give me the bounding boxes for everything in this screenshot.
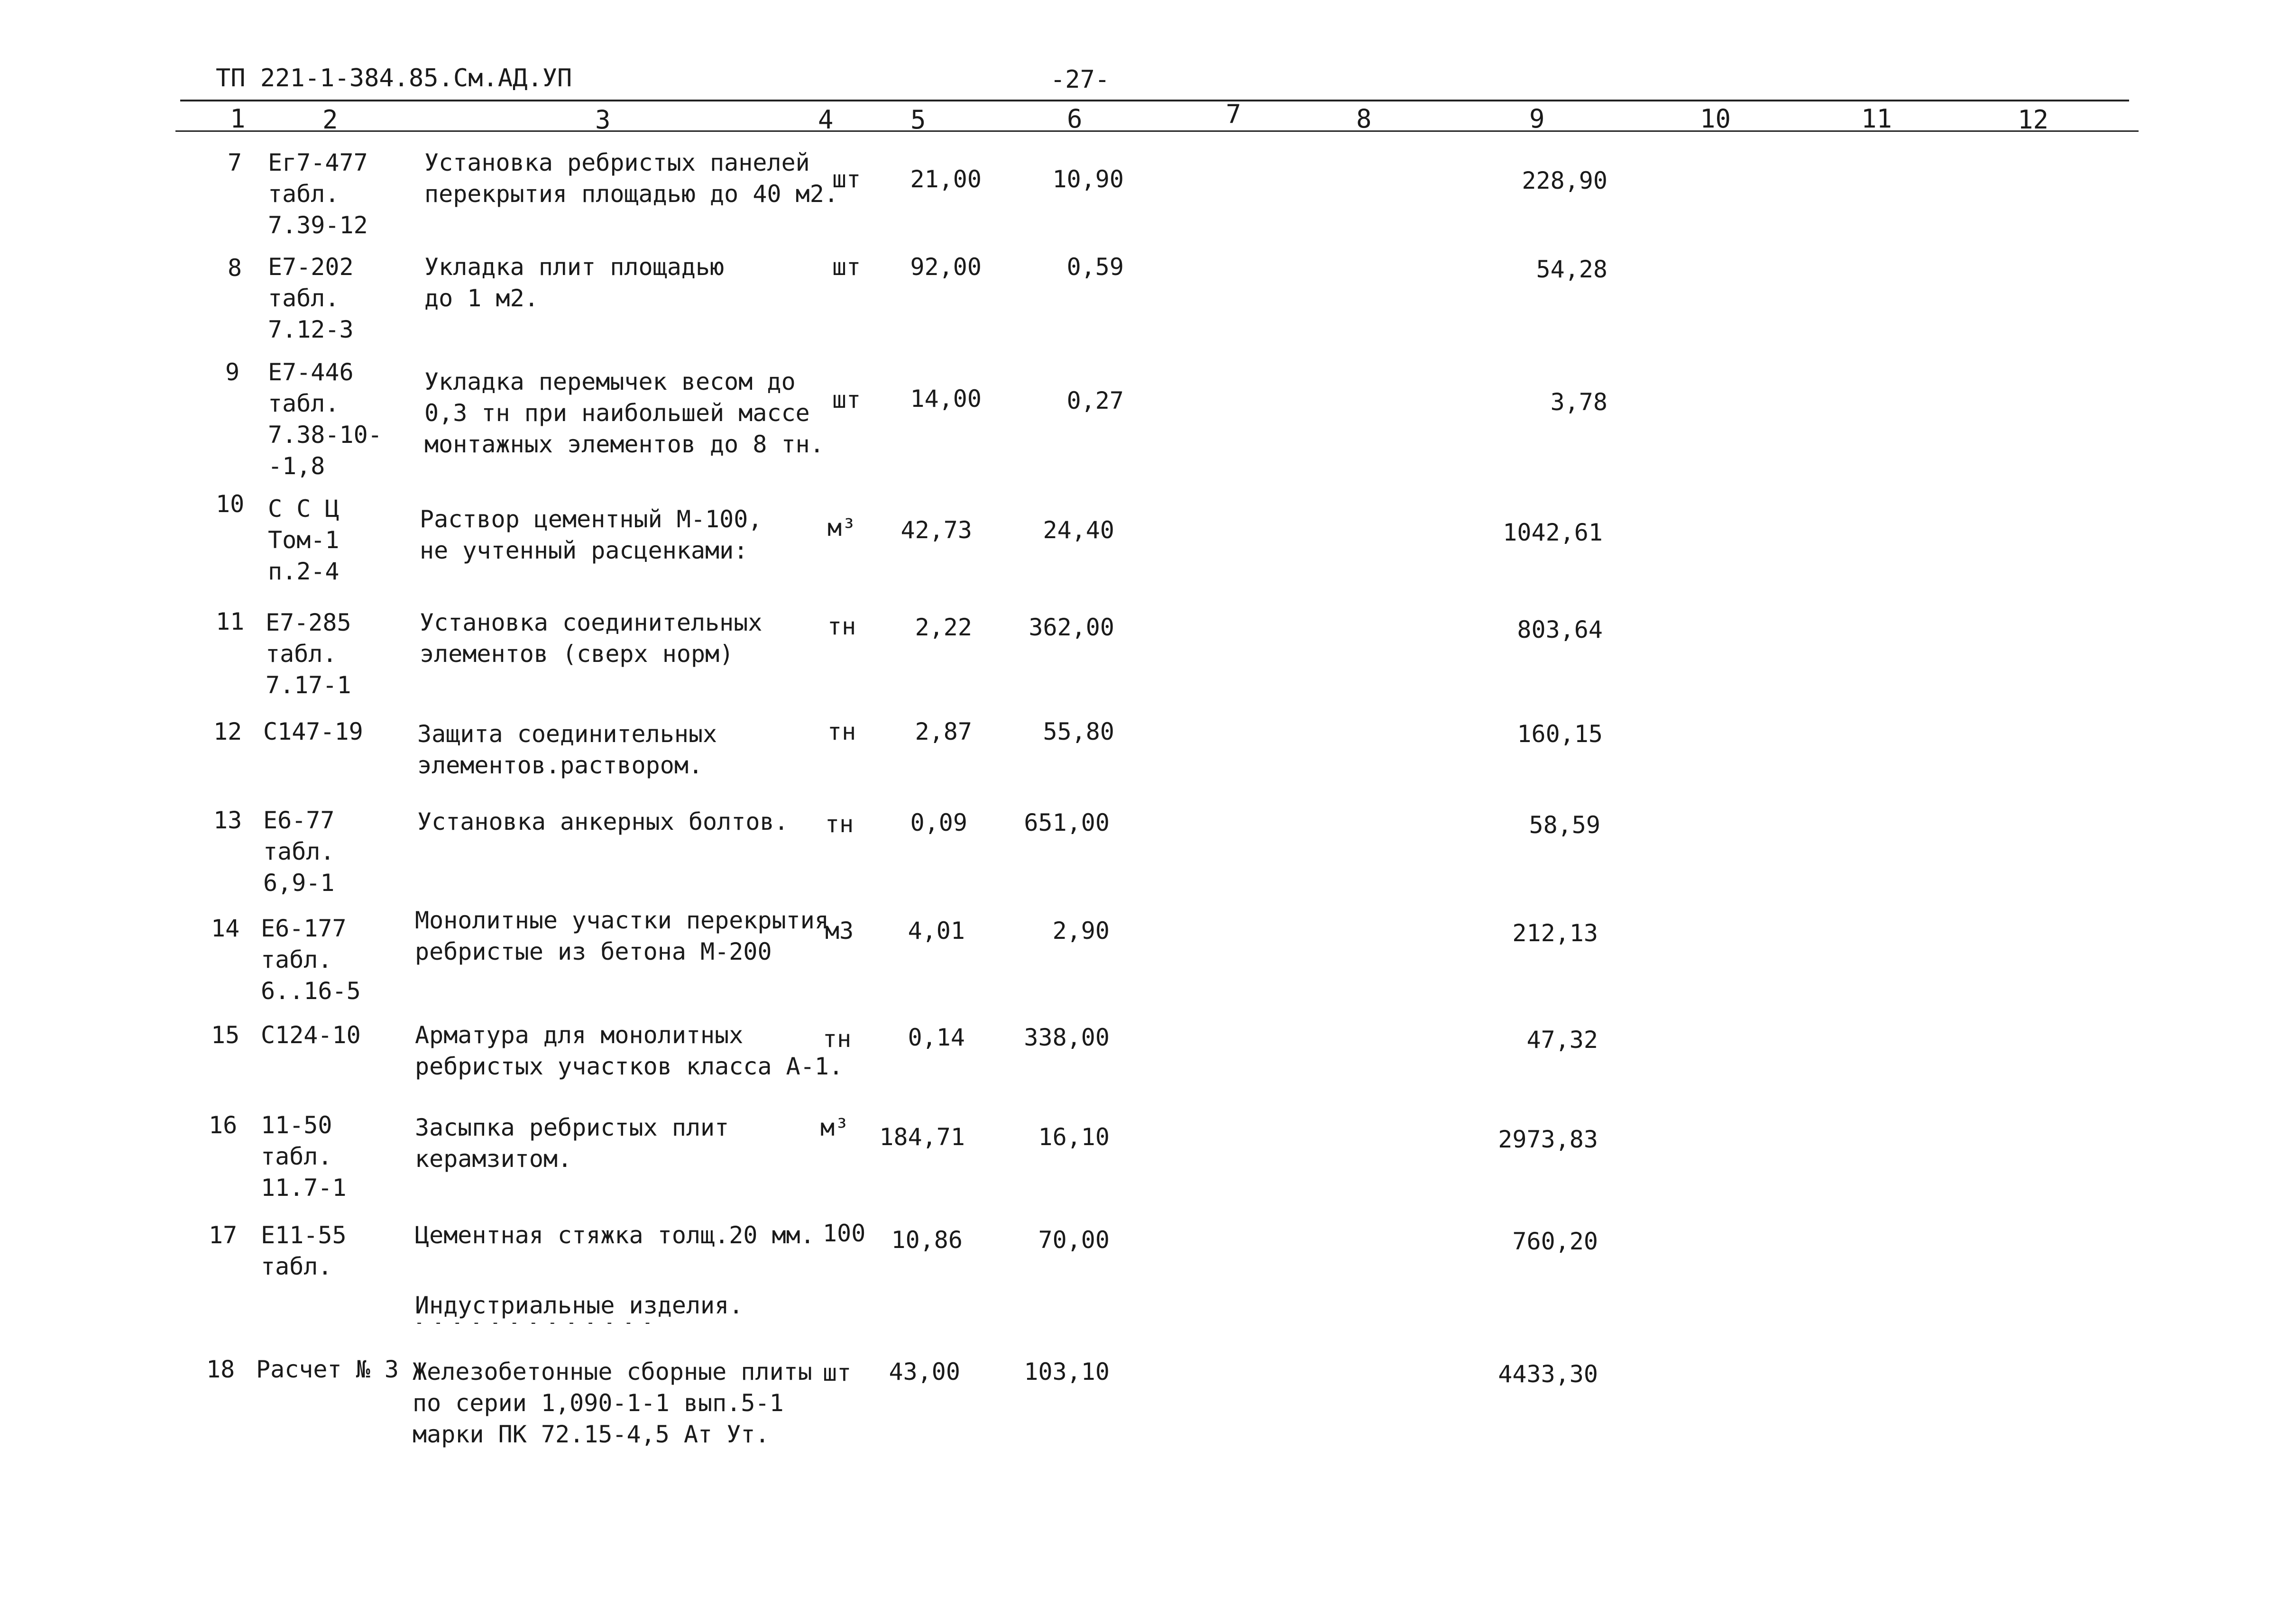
description-line: ребристые из бетона М-200	[415, 938, 772, 965]
column-number: 9	[1529, 104, 1545, 134]
code-line: С124-10	[261, 1021, 361, 1049]
row-total: 54,28	[1536, 256, 1607, 283]
row-number: 18	[206, 1356, 235, 1383]
row-quantity: 14,00	[910, 385, 982, 413]
row-code	[263, 716, 363, 747]
code-line: -1,8	[268, 452, 325, 480]
code-line: 7.38-10-	[268, 421, 382, 449]
description-line: Установка ребристых панелей	[424, 149, 810, 176]
code-line: С С Ц	[268, 495, 340, 523]
row-quantity: 92,00	[910, 253, 982, 281]
column-number: 6	[1067, 104, 1083, 134]
description-line: Раствор цементный М-100,	[420, 505, 762, 533]
code-line: Е6-77	[263, 807, 335, 834]
code-line: Том-1	[268, 526, 340, 554]
row-total: 2973,83	[1498, 1126, 1598, 1153]
code-line: табл.	[268, 390, 340, 417]
header-rule-bottom	[175, 130, 2139, 132]
description-line: Установка соединительных	[420, 609, 762, 636]
code-line: табл.	[261, 946, 332, 973]
description-line: Засыпка ребристых плит	[415, 1114, 729, 1141]
row-unit-price: 362,00	[1029, 614, 1114, 641]
description-line: элементов (сверх норм)	[420, 640, 734, 668]
row-quantity: 4,01	[908, 917, 965, 945]
row-unit: тн	[827, 613, 856, 640]
column-number: 7	[1226, 99, 1241, 129]
row-total: 4433,30	[1498, 1360, 1598, 1388]
row-total: 58,59	[1529, 811, 1600, 839]
row-code	[268, 493, 340, 587]
code-line: табл.	[268, 284, 340, 312]
row-total: 212,13	[1512, 919, 1598, 947]
code-line: Ег7-477	[268, 149, 368, 176]
column-number: 2	[322, 105, 338, 135]
row-code	[268, 357, 382, 482]
row-number: 17	[209, 1221, 238, 1249]
row-unit: тн	[827, 718, 856, 745]
row-quantity: 21,00	[910, 165, 982, 193]
row-number: 12	[213, 718, 242, 745]
column-number: 10	[1700, 104, 1731, 134]
code-line: Расчет № 3	[256, 1356, 399, 1383]
code-line: 11.7-1	[261, 1174, 347, 1202]
description-line: до 1 м2.	[424, 284, 539, 312]
code-line: Е7-446	[268, 358, 354, 386]
row-unit: шт	[823, 1359, 852, 1386]
header-rule-top	[180, 100, 2129, 101]
row-number: 14	[211, 915, 240, 942]
row-total: 228,90	[1522, 167, 1607, 194]
description-line: Укладка перемычек весом до	[424, 368, 796, 395]
row-unit-price: 338,00	[1024, 1024, 1110, 1051]
row-number: 10	[216, 490, 245, 518]
description-line: ребристых участков класса А-1.	[415, 1053, 844, 1080]
code-line: табл.	[261, 1253, 332, 1280]
row-description	[415, 1220, 815, 1251]
row-unit: м³	[820, 1114, 849, 1141]
row-quantity: 0,14	[908, 1024, 965, 1051]
code-line: табл.	[266, 640, 337, 668]
row-number: 7	[228, 149, 242, 176]
row-description	[413, 1356, 812, 1450]
row-code	[268, 251, 354, 345]
description-line: марки ПК 72.15-4,5 Ат Ут.	[413, 1421, 770, 1448]
row-number: 16	[209, 1111, 238, 1139]
description-line: монтажных элементов до 8 тн.	[424, 431, 824, 458]
row-quantity: 42,73	[900, 516, 972, 544]
row-description	[417, 806, 789, 837]
row-unit-price: 70,00	[1038, 1226, 1110, 1254]
code-line: табл.	[261, 1143, 332, 1170]
row-unit-price: 651,00	[1024, 809, 1110, 836]
row-unit: шт	[832, 253, 861, 281]
row-unit: тн	[823, 1025, 852, 1053]
row-unit: шт	[832, 386, 861, 413]
row-total: 160,15	[1517, 720, 1603, 748]
column-number: 11	[1861, 104, 1892, 134]
row-unit-price: 10,90	[1052, 165, 1124, 193]
row-number: 9	[225, 358, 240, 386]
row-code	[263, 805, 335, 899]
column-number: 4	[818, 105, 834, 135]
row-description	[415, 1019, 843, 1082]
row-code	[261, 913, 361, 1007]
description-line: элементов.раствором.	[417, 752, 703, 779]
row-number: 15	[211, 1021, 240, 1049]
row-description	[424, 366, 824, 460]
code-line: 7.17-1	[266, 671, 351, 699]
row-unit-price: 16,10	[1038, 1123, 1110, 1151]
description-line: керамзитом.	[415, 1145, 572, 1173]
row-description	[415, 905, 829, 967]
row-quantity: 2,87	[915, 718, 972, 745]
row-code	[268, 147, 368, 241]
row-quantity: 0,09	[910, 809, 967, 836]
row-quantity: 43,00	[889, 1358, 960, 1385]
row-unit-price: 24,40	[1043, 516, 1114, 544]
code-line: 6..16-5	[261, 977, 361, 1005]
code-line: п.2-4	[268, 558, 340, 585]
row-unit-price: 55,80	[1043, 718, 1114, 745]
column-number: 1	[230, 104, 246, 134]
description-line: 0,3 тн при наибольшей массе	[424, 399, 810, 427]
row-description	[417, 718, 717, 781]
row-unit: 100	[823, 1220, 866, 1247]
description-line: Установка анкерных болтов.	[417, 808, 789, 835]
row-number: 8	[228, 254, 242, 282]
description-line: по серии 1,090-1-1 вып.5-1	[413, 1389, 784, 1417]
row-description	[415, 1112, 729, 1174]
column-number: 3	[595, 105, 611, 135]
row-code	[266, 607, 351, 701]
row-unit-price: 0,59	[1066, 253, 1124, 281]
code-line: табл.	[263, 838, 335, 865]
row-unit-price: 103,10	[1024, 1358, 1110, 1385]
code-line: 11-50	[261, 1111, 332, 1139]
row-description	[424, 251, 724, 314]
row-quantity: 2,22	[915, 614, 972, 641]
code-line: Е7-202	[268, 253, 354, 281]
code-line: 6,9-1	[263, 869, 335, 897]
row-number: 13	[213, 807, 242, 834]
row-quantity: 184,71	[879, 1123, 965, 1151]
column-number: 5	[910, 105, 926, 135]
description-line: Железобетонные сборные плиты	[413, 1358, 812, 1385]
row-number: 11	[216, 608, 245, 635]
row-code	[261, 1019, 361, 1051]
row-description	[420, 504, 762, 566]
code-line: 7.39-12	[268, 211, 368, 239]
row-quantity: 10,86	[891, 1226, 963, 1254]
code-line: С147-19	[263, 718, 363, 745]
description-line: Защита соединительных	[417, 720, 717, 748]
description-line: не учтенный расценками:	[420, 537, 748, 564]
code-line: Е7-285	[266, 609, 351, 636]
section-title: Индустриальные изделия.	[415, 1292, 744, 1319]
row-total: 803,64	[1517, 616, 1603, 643]
code-line: 7.12-3	[268, 316, 354, 343]
description-line: Укладка плит площадью	[424, 253, 725, 281]
row-unit-price: 2,90	[1052, 917, 1110, 945]
description-line: Цементная стяжка толщ.20 мм.	[415, 1221, 815, 1249]
document-code: ТП 221-1-384.85.См.АД.УП	[216, 64, 572, 92]
description-line: Арматура для монолитных	[415, 1021, 744, 1049]
section-underline: - - - - - - - - - - - - -	[415, 1314, 653, 1331]
row-description	[424, 147, 838, 210]
row-unit-price: 0,27	[1066, 387, 1124, 414]
row-code	[261, 1220, 347, 1282]
code-line: Е6-177	[261, 915, 347, 942]
column-number: 12	[2018, 105, 2049, 135]
row-total: 1042,61	[1503, 519, 1603, 546]
row-total: 47,32	[1526, 1026, 1598, 1054]
column-number: 8	[1356, 104, 1372, 134]
row-unit: м³	[827, 514, 856, 541]
description-line: Монолитные участки перекрытия	[415, 907, 829, 934]
description-line: перекрытия площадью до 40 м2.	[424, 180, 838, 208]
row-unit: тн	[825, 810, 854, 838]
row-total: 760,20	[1512, 1228, 1598, 1255]
page-number: -27-	[1050, 65, 1110, 94]
row-code	[261, 1110, 347, 1203]
row-total: 3,78	[1550, 388, 1607, 416]
row-description	[420, 607, 762, 670]
row-unit: м3	[825, 917, 854, 945]
row-code	[256, 1354, 399, 1385]
code-line: Е11-55	[261, 1221, 347, 1249]
row-unit: шт	[832, 165, 861, 193]
code-line: табл.	[268, 180, 340, 208]
